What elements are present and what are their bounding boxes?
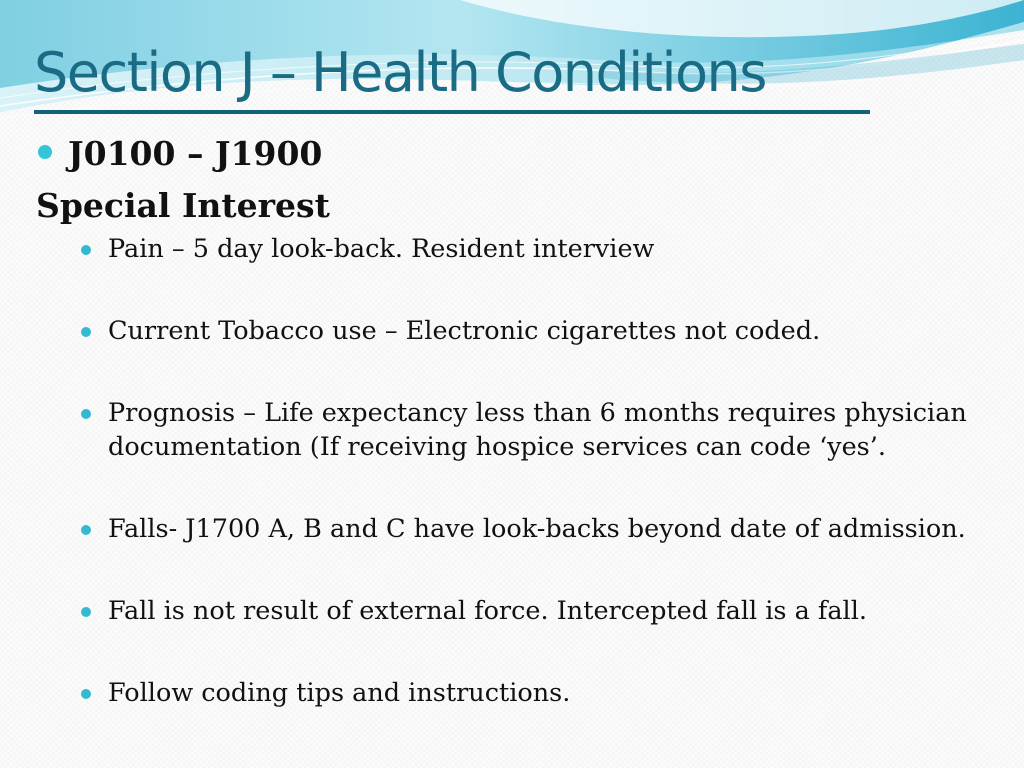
level1-bullet-text: J0100 – J1900 xyxy=(68,134,323,173)
bullet-item: Fall is not result of external force. Intercepted fall is a fall. xyxy=(80,594,1010,628)
subheading: Special Interest xyxy=(36,186,330,225)
slide-title: Section J – Health Conditions xyxy=(34,41,766,104)
bullet-item: Current Tobacco use – Electronic cigarettes not coded. xyxy=(80,314,1010,348)
bullet-item: Prognosis – Life expectancy less than 6 months requires physician documentation (If receiving hospice services can code ‘yes’. xyxy=(80,396,1010,464)
bullet-list xyxy=(80,232,1010,758)
bullet-item: Pain – 5 day look-back. Resident interview xyxy=(80,232,1010,266)
title-underline xyxy=(34,110,870,114)
bullet-item: Falls- J1700 A, B and C have look-backs beyond date of admission. xyxy=(80,512,1010,546)
bullet-item: Follow coding tips and instructions. xyxy=(80,676,1010,710)
bullet-dot-icon xyxy=(38,145,52,159)
level1-bullet-item xyxy=(38,134,322,174)
